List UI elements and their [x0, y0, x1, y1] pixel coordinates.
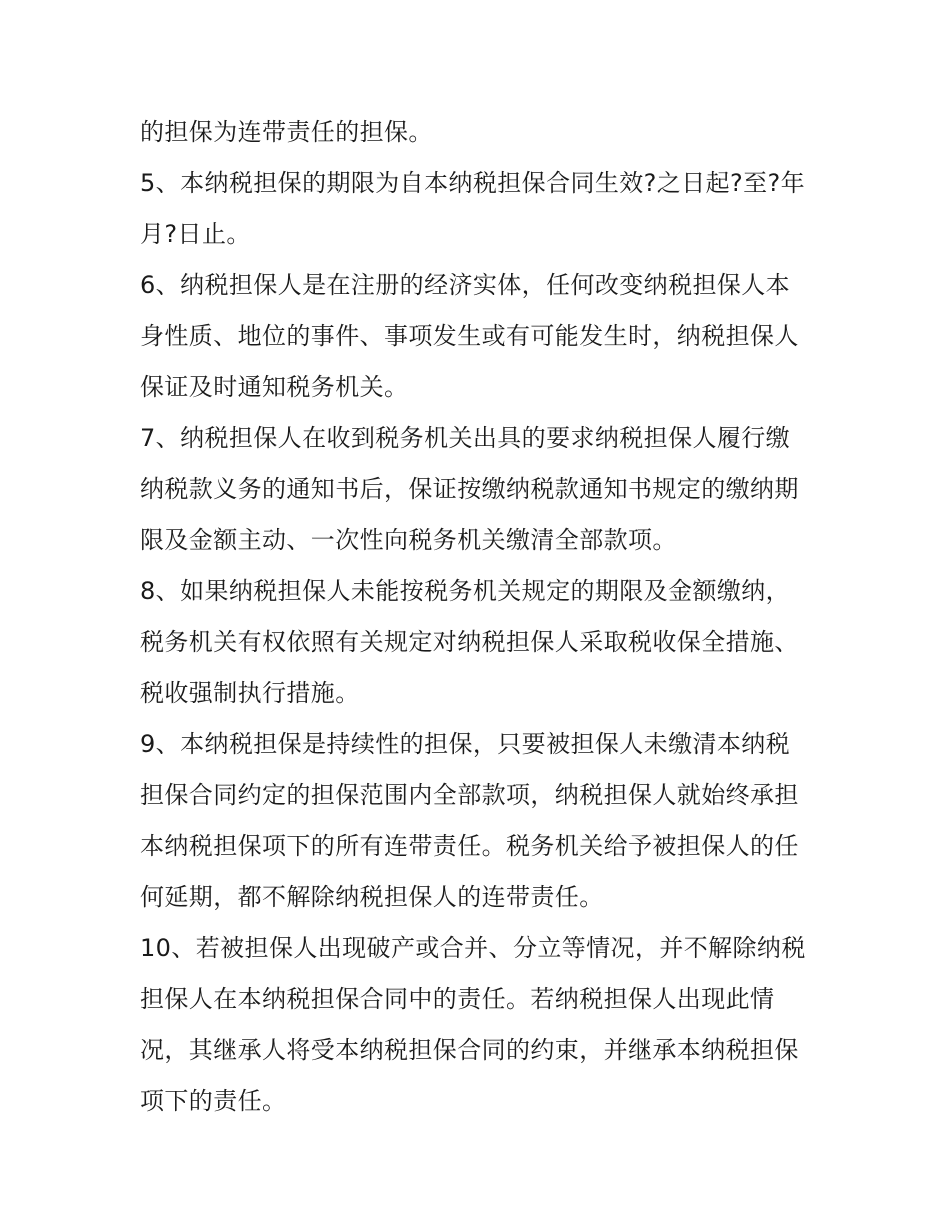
document-body [140, 107, 820, 1127]
text-line: 月?日止。 [140, 220, 251, 248]
text-line: 税务机关有权依照有关规定对纳税担保人采取税收保全措施、 [140, 628, 799, 656]
text-line: 身性质、地位的事件、事项发生或有可能发生时，纳税担保人 [140, 322, 799, 350]
text-line: 10、若被担保人出现破产或合并、分立等情况，并不解除纳税 [140, 934, 806, 962]
text-line: 8、如果纳税担保人未能按税务机关规定的期限及金额缴纳， [140, 577, 791, 605]
text-line: 纳税款义务的通知书后，保证按缴纳税款通知书规定的缴纳期 [140, 475, 799, 503]
text-line: 何延期，都不解除纳税担保人的连带责任。 [140, 883, 604, 911]
text-line: 本纳税担保项下的所有连带责任。税务机关给予被担保人的任 [140, 832, 799, 860]
text-line: 税收强制执行措施。 [140, 679, 360, 707]
text-line: 9、本纳税担保是持续性的担保，只要被担保人未缴清本纳税 [140, 730, 791, 758]
text-line: 况，其继承人将受本纳税担保合同的约束，并继承本纳税担保 [140, 1036, 799, 1064]
text-line: 项下的责任。 [140, 1087, 287, 1115]
text-line: 担保合同约定的担保范围内全部款项，纳税担保人就始终承担 [140, 781, 799, 809]
text-line: 7、纳税担保人在收到税务机关出具的要求纳税担保人履行缴 [140, 424, 791, 452]
text-line: 6、纳税担保人是在注册的经济实体，任何改变纳税担保人本 [140, 271, 791, 299]
text-line: 保证及时通知税务机关。 [140, 373, 409, 401]
text-line: 的担保为连带责任的担保。 [140, 118, 433, 146]
text-line: 5、本纳税担保的期限为自本纳税担保合同生效?之日起?至?年 [140, 169, 806, 197]
text-line: 担保人在本纳税担保合同中的责任。若纳税担保人出现此情 [140, 985, 775, 1013]
text-line: 限及金额主动、一次性向税务机关缴清全部款项。 [140, 526, 677, 554]
